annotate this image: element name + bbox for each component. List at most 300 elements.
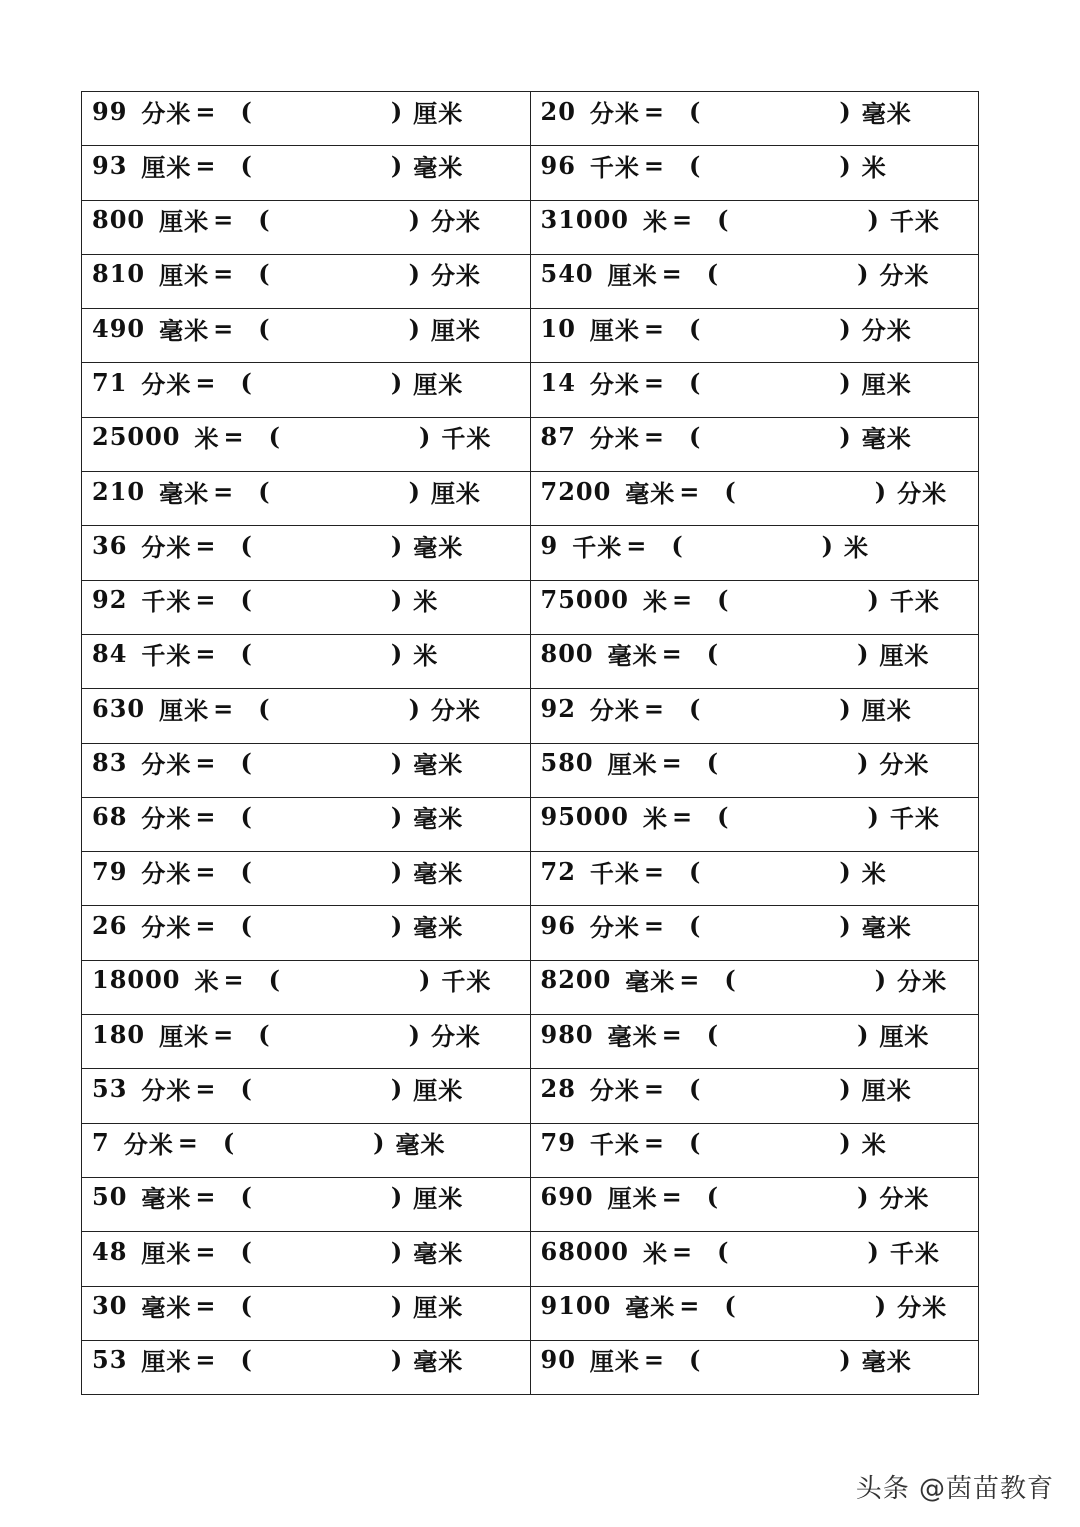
- open-paren: (: [689, 150, 702, 180]
- problem-value: 7200: [540, 476, 612, 506]
- close-paren: ): [874, 1291, 888, 1321]
- from-unit: 分米: [589, 695, 640, 725]
- problem-value: 800: [540, 639, 594, 669]
- worksheet-row: [82, 472, 979, 526]
- equals-sign: =: [195, 367, 217, 397]
- target-unit: 毫米: [861, 424, 912, 454]
- conversion-problem: [531, 255, 979, 293]
- open-paren: (: [671, 530, 684, 560]
- problem-value: 980: [540, 1019, 594, 1049]
- from-unit: 厘米: [141, 1238, 192, 1268]
- problem-cell-left: [82, 472, 531, 526]
- close-paren: ): [839, 367, 852, 397]
- close-paren: ): [867, 802, 880, 832]
- problem-cell-left: [82, 906, 531, 960]
- open-paren: (: [689, 856, 702, 886]
- close-paren: ): [839, 96, 852, 126]
- problem-cell-left: [82, 254, 531, 308]
- conversion-problem: [531, 581, 979, 619]
- close-paren: ): [857, 1182, 870, 1212]
- problem-value: 14: [540, 367, 576, 397]
- equals-sign: =: [195, 1291, 217, 1321]
- problem-value: 96: [540, 150, 576, 180]
- problem-cell-left: [82, 526, 531, 580]
- equals-sign: =: [195, 1345, 217, 1375]
- conversion-problem: [82, 1287, 530, 1325]
- close-paren: ): [839, 1345, 852, 1375]
- equals-sign: =: [195, 530, 217, 560]
- open-paren: (: [706, 639, 720, 669]
- worksheet-row: [82, 526, 979, 580]
- equals-sign: =: [672, 802, 694, 832]
- problem-cell-right: [530, 1123, 979, 1177]
- from-unit: 米: [643, 804, 668, 834]
- equals-sign: =: [643, 1073, 666, 1103]
- open-paren: (: [258, 1019, 271, 1049]
- problem-value: 53: [92, 1073, 128, 1103]
- equals-sign: =: [213, 476, 235, 506]
- target-unit: 毫米: [413, 750, 464, 780]
- open-paren: (: [258, 259, 271, 289]
- problem-value: 580: [540, 748, 594, 778]
- conversion-problem: [531, 1069, 979, 1107]
- conversion-problem: [82, 1178, 530, 1216]
- problem-value: 9: [540, 530, 559, 560]
- problem-value: 48: [92, 1236, 128, 1266]
- problem-value: 50: [92, 1182, 128, 1212]
- from-unit: 厘米: [141, 1347, 192, 1377]
- problem-value: 79: [540, 1128, 576, 1158]
- from-unit: 分米: [589, 912, 640, 942]
- close-paren: ): [408, 259, 421, 289]
- open-paren: (: [689, 96, 702, 126]
- problem-cell-right: [530, 200, 979, 254]
- close-paren: ): [857, 639, 870, 669]
- problem-cell-right: [530, 526, 979, 580]
- worksheet-row: [82, 1123, 979, 1177]
- close-paren: ): [857, 259, 870, 289]
- problem-value: 72: [540, 856, 576, 886]
- from-unit: 分米: [589, 98, 640, 128]
- open-paren: (: [706, 1182, 720, 1212]
- equals-sign: =: [679, 476, 701, 506]
- open-paren: (: [689, 313, 702, 343]
- close-paren: ): [408, 476, 421, 506]
- open-paren: (: [240, 1182, 253, 1212]
- conversion-problem: [531, 201, 979, 239]
- open-paren: (: [717, 205, 730, 235]
- equals-sign: =: [195, 1073, 217, 1103]
- close-paren: ): [857, 748, 870, 778]
- from-unit: 千米: [589, 858, 640, 888]
- equals-sign: =: [679, 965, 701, 995]
- target-unit: 厘米: [861, 695, 912, 725]
- open-paren: (: [717, 802, 730, 832]
- conversion-problem: [82, 798, 530, 836]
- conversion-problem: [531, 906, 979, 944]
- problem-cell-left: [82, 960, 531, 1014]
- problem-cell-right: [530, 1232, 979, 1286]
- from-unit: 毫米: [159, 478, 210, 508]
- worksheet-row: [82, 906, 979, 960]
- conversion-problem: [531, 852, 979, 890]
- problem-value: 28: [540, 1073, 576, 1103]
- from-unit: 分米: [589, 369, 640, 399]
- conversion-problem: [82, 961, 530, 999]
- problem-value: 30: [92, 1291, 128, 1321]
- target-unit: 厘米: [430, 315, 481, 345]
- close-paren: ): [839, 1128, 852, 1158]
- conversion-problem: [531, 363, 979, 401]
- conversion-problem: [82, 309, 530, 347]
- conversion-problem: [82, 635, 530, 673]
- close-paren: ): [390, 585, 404, 615]
- target-unit: 毫米: [413, 1238, 464, 1268]
- open-paren: (: [240, 1236, 253, 1266]
- worksheet-row: [82, 960, 979, 1014]
- problem-cell-left: [82, 797, 531, 851]
- equals-sign: =: [672, 585, 694, 615]
- equals-sign: =: [643, 150, 666, 180]
- problem-cell-right: [530, 689, 979, 743]
- open-paren: (: [240, 150, 253, 180]
- open-paren: (: [724, 476, 737, 506]
- open-paren: (: [689, 422, 702, 452]
- close-paren: ): [867, 205, 880, 235]
- close-paren: ): [867, 1236, 880, 1266]
- problem-value: 7: [92, 1128, 110, 1158]
- conversion-problem: [82, 255, 530, 293]
- equals-sign: =: [661, 639, 683, 669]
- open-paren: (: [268, 965, 281, 995]
- target-unit: 毫米: [413, 858, 464, 888]
- worksheet-row: [82, 363, 979, 417]
- problem-value: 10: [540, 313, 576, 343]
- conversion-problem: [82, 581, 530, 619]
- close-paren: ): [390, 96, 404, 126]
- conversion-problem: [531, 1232, 979, 1270]
- problem-cell-left: [82, 852, 531, 906]
- target-unit: 厘米: [861, 369, 912, 399]
- target-unit: 米: [861, 858, 887, 888]
- problem-value: 87: [540, 422, 576, 452]
- problem-cell-left: [82, 92, 531, 146]
- open-paren: (: [240, 910, 253, 940]
- problem-value: 8200: [540, 965, 612, 995]
- target-unit: 分米: [430, 695, 481, 725]
- from-unit: 毫米: [141, 1184, 192, 1214]
- close-paren: ): [390, 1291, 404, 1321]
- open-paren: (: [689, 1345, 702, 1375]
- problem-value: 31000: [540, 205, 629, 235]
- worksheet-row: [82, 92, 979, 146]
- equals-sign: =: [223, 965, 245, 995]
- equals-sign: =: [643, 96, 666, 126]
- conversion-problem: [82, 92, 530, 130]
- from-unit: 厘米: [159, 261, 210, 291]
- problem-cell-left: [82, 200, 531, 254]
- from-unit: 厘米: [589, 1347, 640, 1377]
- worksheet-row: [82, 1177, 979, 1231]
- from-unit: 毫米: [607, 641, 658, 671]
- open-paren: (: [689, 910, 702, 940]
- close-paren: ): [839, 910, 852, 940]
- worksheet-row: [82, 689, 979, 743]
- worksheet-row: [82, 254, 979, 308]
- close-paren: ): [390, 639, 404, 669]
- worksheet-row: [82, 200, 979, 254]
- worksheet-row: [82, 797, 979, 851]
- from-unit: 千米: [589, 152, 640, 182]
- conversion-problem: [82, 689, 530, 727]
- problem-value: 690: [540, 1182, 594, 1212]
- open-paren: (: [717, 1236, 730, 1266]
- conversion-problem: [82, 1069, 530, 1107]
- problem-value: 71: [92, 367, 128, 397]
- target-unit: 厘米: [879, 1021, 930, 1051]
- source-watermark: 头条 @茵苗教育: [855, 1474, 1054, 1504]
- problem-cell-right: [530, 254, 979, 308]
- from-unit: 分米: [141, 98, 192, 128]
- equals-sign: =: [626, 530, 648, 560]
- target-unit: 分米: [430, 207, 481, 237]
- target-unit: 分米: [879, 750, 930, 780]
- close-paren: ): [418, 965, 432, 995]
- worksheet-row: [82, 580, 979, 634]
- close-paren: ): [390, 748, 404, 778]
- worksheet-row: [82, 634, 979, 688]
- close-paren: ): [839, 693, 852, 723]
- target-unit: 毫米: [413, 532, 464, 562]
- problem-value: 180: [92, 1019, 146, 1049]
- open-paren: (: [706, 1019, 720, 1049]
- target-unit: 分米: [861, 315, 912, 345]
- target-unit: 厘米: [413, 1293, 464, 1323]
- from-unit: 分米: [123, 1130, 174, 1160]
- target-unit: 千米: [441, 424, 492, 454]
- conversion-problem: [82, 526, 530, 564]
- conversion-problem: [531, 635, 979, 673]
- target-unit: 分米: [897, 1293, 948, 1323]
- close-paren: ): [839, 313, 852, 343]
- problem-value: 26: [92, 910, 128, 940]
- problem-cell-left: [82, 1286, 531, 1340]
- open-paren: (: [240, 1073, 253, 1103]
- problem-cell-left: [82, 1069, 531, 1123]
- problem-cell-left: [82, 417, 531, 471]
- problem-cell-left: [82, 146, 531, 200]
- close-paren: ): [390, 910, 404, 940]
- close-paren: ): [390, 1236, 404, 1266]
- problem-value: 18000: [92, 965, 181, 995]
- equals-sign: =: [661, 1019, 683, 1049]
- from-unit: 米: [643, 1238, 668, 1268]
- from-unit: 毫米: [141, 1293, 192, 1323]
- equals-sign: =: [643, 422, 666, 452]
- close-paren: ): [390, 1182, 404, 1212]
- close-paren: ): [867, 585, 880, 615]
- equals-sign: =: [195, 856, 217, 886]
- open-paren: (: [240, 639, 253, 669]
- problem-cell-right: [530, 472, 979, 526]
- problem-value: 68000: [540, 1236, 629, 1266]
- problem-cell-right: [530, 852, 979, 906]
- conversion-problem: [82, 418, 530, 456]
- equals-sign: =: [195, 748, 217, 778]
- close-paren: ): [390, 856, 404, 886]
- open-paren: (: [689, 693, 702, 723]
- problem-cell-right: [530, 634, 979, 688]
- conversion-worksheet-table: [81, 91, 979, 1395]
- from-unit: 毫米: [625, 1293, 676, 1323]
- equals-sign: =: [223, 422, 245, 452]
- equals-sign: =: [213, 259, 235, 289]
- problem-value: 92: [540, 693, 576, 723]
- problem-cell-right: [530, 417, 979, 471]
- problem-cell-left: [82, 743, 531, 797]
- from-unit: 米: [194, 967, 220, 997]
- problem-cell-left: [82, 580, 531, 634]
- equals-sign: =: [213, 205, 235, 235]
- worksheet-row: [82, 1232, 979, 1286]
- target-unit: 米: [413, 641, 439, 671]
- open-paren: (: [268, 422, 281, 452]
- close-paren: ): [390, 802, 404, 832]
- conversion-problem: [82, 1232, 530, 1270]
- equals-sign: =: [195, 639, 217, 669]
- from-unit: 厘米: [159, 1021, 210, 1051]
- open-paren: (: [240, 367, 253, 397]
- problem-value: 9100: [540, 1291, 612, 1321]
- problem-value: 25000: [92, 422, 181, 452]
- equals-sign: =: [195, 150, 217, 180]
- equals-sign: =: [643, 313, 666, 343]
- conversion-problem: [531, 309, 979, 347]
- from-unit: 千米: [589, 1130, 640, 1160]
- problem-cell-left: [82, 1177, 531, 1231]
- equals-sign: =: [661, 259, 683, 289]
- problem-value: 210: [92, 476, 146, 506]
- target-unit: 毫米: [413, 1347, 464, 1377]
- target-unit: 分米: [879, 1184, 930, 1214]
- from-unit: 毫米: [607, 1021, 658, 1051]
- open-paren: (: [706, 748, 720, 778]
- target-unit: 厘米: [413, 1075, 464, 1105]
- conversion-problem: [82, 1341, 530, 1379]
- from-unit: 分米: [141, 1075, 192, 1105]
- problem-value: 68: [92, 802, 128, 832]
- target-unit: 米: [844, 532, 870, 562]
- from-unit: 分米: [141, 369, 192, 399]
- problem-cell-right: [530, 580, 979, 634]
- problem-value: 93: [92, 150, 128, 180]
- problem-cell-left: [82, 363, 531, 417]
- problem-cell-left: [82, 309, 531, 363]
- equals-sign: =: [177, 1128, 199, 1158]
- conversion-problem: [82, 201, 530, 239]
- conversion-problem: [531, 1124, 979, 1162]
- from-unit: 分米: [141, 804, 192, 834]
- problem-cell-right: [530, 146, 979, 200]
- open-paren: (: [240, 856, 253, 886]
- conversion-problem: [531, 92, 979, 130]
- problem-cell-right: [530, 797, 979, 851]
- problem-cell-left: [82, 689, 531, 743]
- equals-sign: =: [195, 585, 217, 615]
- problem-value: 20: [540, 96, 576, 126]
- open-paren: (: [222, 1128, 236, 1158]
- open-paren: (: [689, 367, 702, 397]
- equals-sign: =: [195, 1236, 217, 1266]
- close-paren: ): [821, 530, 835, 560]
- close-paren: ): [857, 1019, 870, 1049]
- from-unit: 千米: [141, 587, 192, 617]
- problem-value: 90: [540, 1345, 576, 1375]
- close-paren: ): [839, 856, 852, 886]
- problem-cell-right: [530, 1015, 979, 1069]
- equals-sign: =: [213, 1019, 235, 1049]
- target-unit: 米: [413, 587, 439, 617]
- from-unit: 厘米: [607, 1184, 658, 1214]
- conversion-problem: [531, 1015, 979, 1053]
- close-paren: ): [390, 1073, 404, 1103]
- target-unit: 千米: [889, 207, 940, 237]
- problem-cell-right: [530, 1177, 979, 1231]
- target-unit: 米: [861, 152, 887, 182]
- worksheet-row: [82, 743, 979, 797]
- close-paren: ): [408, 205, 421, 235]
- problem-value: 36: [92, 530, 128, 560]
- problem-cell-right: [530, 309, 979, 363]
- open-paren: (: [689, 1128, 702, 1158]
- target-unit: 千米: [441, 967, 492, 997]
- problem-cell-right: [530, 1286, 979, 1340]
- target-unit: 千米: [889, 1238, 940, 1268]
- problem-value: 800: [92, 205, 146, 235]
- problem-cell-right: [530, 1340, 979, 1394]
- close-paren: ): [408, 313, 421, 343]
- equals-sign: =: [661, 748, 683, 778]
- close-paren: ): [408, 693, 421, 723]
- open-paren: (: [240, 802, 253, 832]
- conversion-problem: [82, 1015, 530, 1053]
- problem-value: 79: [92, 856, 128, 886]
- target-unit: 毫米: [413, 912, 464, 942]
- equals-sign: =: [643, 1345, 666, 1375]
- target-unit: 厘米: [861, 1075, 912, 1105]
- equals-sign: =: [643, 856, 666, 886]
- from-unit: 毫米: [159, 315, 210, 345]
- problem-value: 84: [92, 639, 128, 669]
- problem-cell-left: [82, 1340, 531, 1394]
- problem-cell-left: [82, 1015, 531, 1069]
- target-unit: 厘米: [413, 1184, 464, 1214]
- problem-value: 92: [92, 585, 128, 615]
- open-paren: (: [240, 748, 253, 778]
- problem-value: 96: [540, 910, 576, 940]
- conversion-problem: [82, 146, 530, 184]
- worksheet-row: [82, 309, 979, 363]
- open-paren: (: [258, 205, 271, 235]
- conversion-problem: [82, 906, 530, 944]
- problem-cell-right: [530, 92, 979, 146]
- from-unit: 厘米: [159, 207, 210, 237]
- problem-cell-right: [530, 906, 979, 960]
- equals-sign: =: [643, 367, 666, 397]
- worksheet-row: [82, 852, 979, 906]
- conversion-problem: [531, 689, 979, 727]
- close-paren: ): [390, 1345, 404, 1375]
